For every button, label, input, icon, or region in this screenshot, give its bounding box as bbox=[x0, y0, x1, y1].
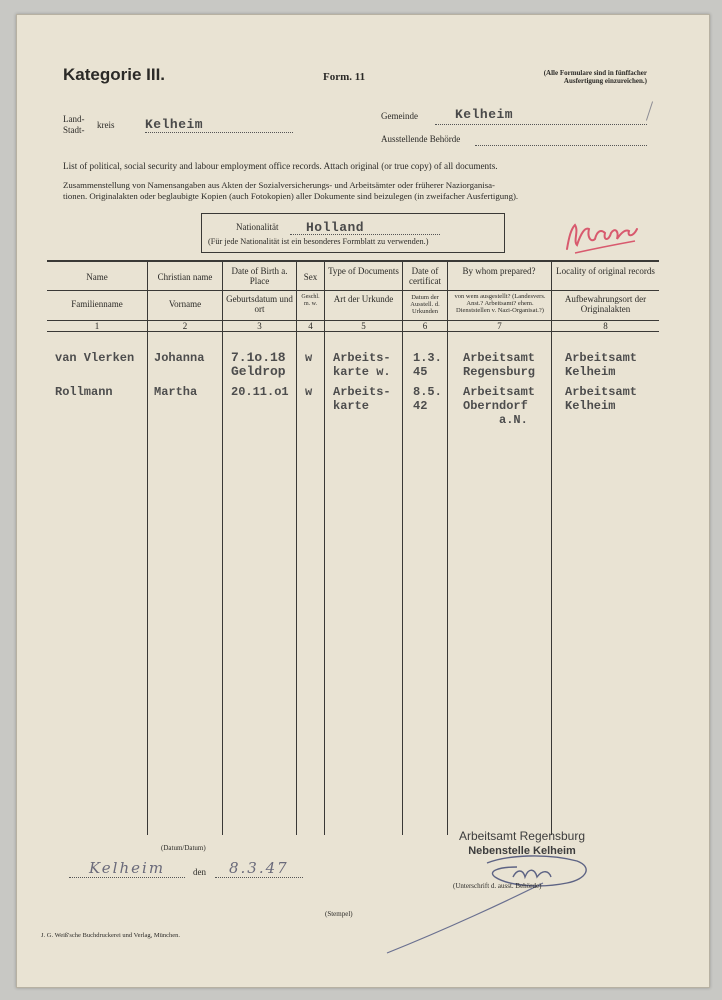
col-divider-3 bbox=[296, 260, 297, 835]
col-header-by: By whom prepared? bbox=[462, 266, 536, 276]
col-sub-type: Art der Urkunde bbox=[333, 294, 394, 304]
behoerde-line bbox=[475, 145, 647, 146]
col-num-5: 5 bbox=[361, 321, 366, 331]
col-header-name: Name bbox=[86, 272, 108, 282]
date-label: (Datum/Datum) bbox=[161, 844, 206, 852]
table-row-2-vorname: Martha bbox=[154, 385, 198, 399]
col-header-locality: Locality of original records bbox=[556, 266, 655, 276]
col-num-2: 2 bbox=[182, 321, 188, 331]
table-row-2-birth: 20.11.o1 bbox=[231, 385, 289, 399]
instructions-german-2: tionen. Originalakten oder beglaubigte Kopien (auch Fotokopien) aller Dokumente sind beizulegen (in zweifacher Ausfertigung). bbox=[63, 191, 519, 201]
kreis-line bbox=[145, 132, 293, 133]
col-divider-2 bbox=[222, 260, 223, 835]
signature-scribble bbox=[367, 841, 607, 961]
stamp-line-2: Nebenstelle Kelheim bbox=[468, 845, 576, 857]
table-row-2-sex: w bbox=[305, 385, 313, 399]
land-label: Land- bbox=[63, 114, 85, 124]
gemeinde-value: Kelheim bbox=[455, 107, 514, 122]
printer-imprint: J. G. Weiß'sche Buchdruckerei und Verlag, München. bbox=[41, 932, 181, 939]
col-divider-5 bbox=[402, 260, 403, 835]
signature-label: (Unterschrift d. ausst. Behörde) bbox=[453, 882, 542, 890]
kreis-value: Kelheim bbox=[145, 117, 204, 132]
form-sheet bbox=[16, 14, 710, 988]
col-header-christian: Christian name bbox=[157, 272, 213, 282]
table-row-2-locality: Arbeitsamt Kelheim bbox=[565, 385, 638, 413]
col-num-3: 3 bbox=[257, 321, 262, 331]
table-row-1-doc: Arbeits- karte w. bbox=[333, 351, 391, 379]
col-divider-6 bbox=[447, 260, 448, 835]
red-handwritten-mark bbox=[563, 215, 643, 260]
table-row-1-locality: Arbeitsamt Kelheim bbox=[565, 351, 638, 379]
nationality-line bbox=[290, 234, 440, 235]
table-row-1-vorname: Johanna bbox=[154, 351, 205, 365]
form-number: Form. 11 bbox=[323, 71, 366, 83]
stadt-label: Stadt- bbox=[63, 125, 85, 135]
place-handwritten: Kelheim bbox=[89, 859, 166, 877]
col-divider-4 bbox=[324, 260, 325, 835]
col-sub-by: von wem ausgestellt? (Landesvers. Anst.? Arbeitsamt? ehem. Dienststellen v. Nazi-Organisat.?) bbox=[454, 293, 546, 314]
col-sub-locality: Aufbewahrungsort der Originalakten bbox=[564, 294, 647, 314]
nationality-label: Nationalität bbox=[236, 222, 279, 232]
col-sub-date: Datum der Ausstell. d. Urkunden bbox=[410, 294, 440, 315]
col-sub-christian: Vorname bbox=[168, 299, 202, 309]
nationality-note: (Für jede Nationalität ist ein besonderes Formblatt zu verwenden.) bbox=[208, 237, 429, 246]
table-row-1-date: 1.3. 45 bbox=[413, 351, 442, 379]
kreis-label: kreis bbox=[97, 120, 115, 130]
table-row-1-name: van Vlerken bbox=[55, 351, 135, 365]
table-row-1-by: Arbeitsamt Regensburg bbox=[463, 351, 536, 379]
tick-mark bbox=[646, 101, 653, 120]
date-line bbox=[215, 877, 303, 878]
table-row-2-by: Arbeitsamt Oberndorf a.N. bbox=[463, 385, 536, 427]
col-num-7: 7 bbox=[497, 321, 502, 331]
table-top-rule bbox=[47, 260, 659, 262]
table-row-2-name: Rollmann bbox=[55, 385, 113, 399]
behoerde-label: Ausstellende Behörde bbox=[381, 134, 461, 144]
table-row-2-doc: Arbeits- karte bbox=[333, 385, 391, 413]
number-bottom-rule bbox=[47, 331, 659, 332]
col-sub-birth: Geburtsdatum und ort bbox=[226, 294, 293, 314]
col-divider-1 bbox=[147, 260, 148, 835]
stamp-line-1: Arbeitsamt Regensburg bbox=[458, 829, 586, 843]
copies-note bbox=[485, 69, 647, 85]
col-header-sex: Sex bbox=[303, 272, 318, 282]
instructions-english: List of political, social security and labour employment office records. Attach original (or true copy) of all documents. bbox=[63, 161, 498, 171]
col-header-date: Date of certificat bbox=[409, 266, 441, 286]
gemeinde-label: Gemeinde bbox=[381, 111, 418, 121]
den-label: den bbox=[193, 867, 206, 877]
gemeinde-line bbox=[435, 124, 647, 125]
date-handwritten: 8.3.47 bbox=[229, 859, 289, 877]
place-line bbox=[69, 877, 185, 878]
col-num-4: 4 bbox=[308, 321, 313, 331]
table-row-1-birth: 7.1o.18 Geldrop bbox=[231, 350, 286, 379]
kategorie-title: Kategorie III. bbox=[63, 65, 166, 84]
table-row-2-date: 8.5. 42 bbox=[413, 385, 442, 413]
copies-note-line1: (Alle Formulare sind in fünffacher bbox=[543, 69, 647, 77]
col-header-birth: Date of Birth a. Place bbox=[231, 266, 288, 286]
col-num-8: 8 bbox=[603, 321, 608, 331]
stempel-label: (Stempel) bbox=[325, 910, 353, 918]
col-num-6: 6 bbox=[422, 321, 428, 331]
copies-note-line2: Ausfertigung einzureichen.) bbox=[563, 77, 647, 85]
instructions-german-1: Zusammenstellung von Namensangaben aus Akten der Sozialversicherungs- und Arbeitsämter oder früherer Naziorganisa- bbox=[63, 180, 495, 190]
nationality-box bbox=[201, 213, 505, 253]
col-sub-sex: Geschl. m. w. bbox=[301, 294, 320, 307]
table-row-1-sex: w bbox=[305, 351, 313, 365]
col-header-type: Type of Documents bbox=[328, 266, 399, 276]
col-num-1: 1 bbox=[94, 321, 100, 331]
col-sub-name: Familienname bbox=[71, 299, 123, 309]
header-mid-rule bbox=[47, 290, 659, 291]
nationality-value: Holland bbox=[306, 220, 365, 235]
col-divider-7 bbox=[551, 260, 552, 835]
